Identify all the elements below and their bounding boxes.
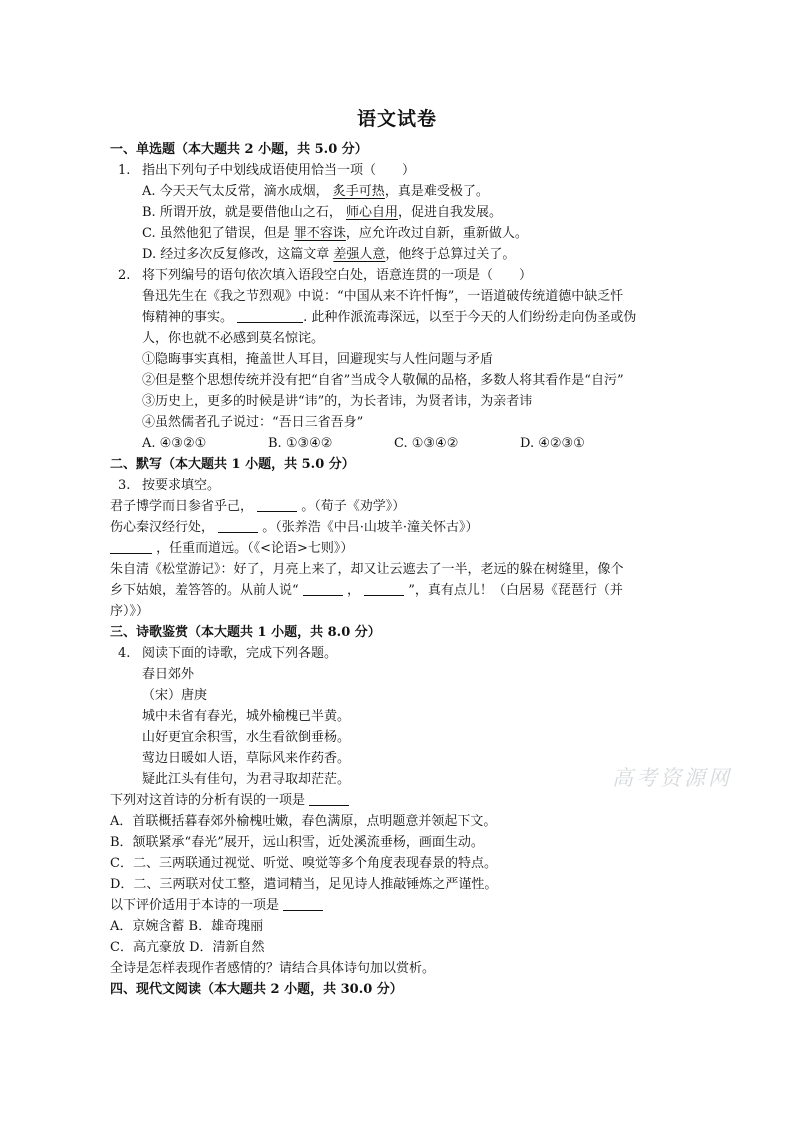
- passage-line: 鲁迅先生在《我之节烈观》中说：“中国从来不许忏悔”，一语道破传统道德中缺乏忏: [142, 289, 624, 304]
- choice-ab: A．京婉含蓄 B．雄奇瑰丽: [110, 919, 264, 934]
- question-stem: 将下列编号的语句依次填入语段空白处，语意连贯的一项是（ ）: [142, 268, 533, 283]
- option-c: C. 虽然他犯了错误，但是 罪不容诛，应允许改过自新，重新做人。: [142, 226, 528, 241]
- underlined-idiom: 炙手可热: [332, 184, 385, 199]
- choice-cd: C．高亢豪放 D．清新自然: [110, 940, 265, 955]
- dictation-line: ，任重而道远。（《<论语>七则》）: [110, 539, 353, 559]
- section-heading-modern-reading: 四、现代文阅读（本大题共 2 小题，共 30.0 分）: [110, 982, 403, 997]
- poem-line: 城中未省有春光，城外榆槐已半黄。: [142, 709, 351, 724]
- sub-question: 以下评价适用于本诗的一项是: [110, 896, 323, 916]
- underlined-idiom: 师心自用: [345, 205, 398, 220]
- watermark: 高考资源网: [612, 766, 732, 790]
- choice-a: A．首联概括暮春郊外榆槐吐嫩，春色满原，点明题意并领起下文。: [110, 814, 497, 829]
- choice-d: D．二、三两联对仗工整，遣词精当，足见诗人推敲锤炼之严谨性。: [110, 877, 498, 892]
- page-title: 语文试卷: [356, 108, 437, 130]
- poem-line: 山好更宜余积雪，水生看欲倒垂杨。: [142, 730, 351, 745]
- underlined-idiom: 罪不容诛: [293, 226, 346, 241]
- passage-line: 悔精神的事实。 . 此种作派流毒深远，以至于今天的人们纷纷走向伪圣或伪: [142, 310, 637, 325]
- option-b: B. ①③④②: [268, 436, 333, 451]
- section-heading-single-choice: 一、单选题（本大题共 2 小题，共 5.0 分）: [110, 142, 368, 157]
- sentence-2: ②但是整个思想传统并没有把“自省”当成令人敬佩的品格，多数人将其看作是“自污”: [142, 373, 624, 388]
- sub-question: 下列对这首诗的分析有误的一项是: [110, 791, 349, 811]
- passage-line: 人，你也就不必感到莫名惊诧。: [142, 331, 325, 346]
- dictation-line: 乡下姑娘，羞答答的。从前人说“ ， ”，真有点儿！（白居易《琵琶行（并: [110, 583, 623, 598]
- fill-blank: [237, 308, 303, 323]
- question-stem: 阅读下面的诗歌，完成下列各题。: [142, 646, 338, 661]
- option-c: C. ①③④②: [394, 436, 459, 451]
- sentence-1: ①隐晦事实真相，掩盖世人耳目，回避现实与人性问题与矛盾: [142, 352, 494, 367]
- fill-blank: [283, 896, 323, 911]
- poem-line: 疑此江头有佳句，为君寻取却茫茫。: [142, 772, 351, 787]
- question-number: 4.: [118, 646, 131, 661]
- question-number: 1.: [118, 163, 131, 178]
- question-number: 3.: [118, 478, 131, 493]
- option-d: D. ④②③①: [520, 436, 585, 451]
- option-a: A. 今天天气太反常，滴水成烟， 炙手可热，真是难受极了。: [142, 184, 489, 199]
- option-b: B. 所谓开放，就是要借他山之石， 师心自用，促进自我发展。: [142, 205, 502, 220]
- section-heading-dictation: 二、默写（本大题共 1 小题，共 5.0 分）: [110, 457, 355, 472]
- fill-blank: [110, 539, 152, 554]
- choice-c: C．二、三两联通过视觉、听觉、嗅觉等多个角度表现春景的特点。: [110, 856, 497, 871]
- question-stem: 按要求填空。: [142, 478, 221, 493]
- fill-blank: [364, 581, 404, 596]
- question-number: 2.: [118, 268, 131, 283]
- sentence-3: ③历史上，更多的时候是讲“讳”的，为长者讳，为贤者讳，为亲者讳: [142, 394, 533, 409]
- fill-blank: [218, 518, 258, 533]
- dictation-line: 君子博学而日参省乎己， 。（荀子《劝学》）: [110, 499, 406, 514]
- sentence-4: ④虽然儒者孔子说过：“吾日三省吾身”: [142, 415, 364, 430]
- fill-blank: [309, 791, 349, 806]
- dictation-line: 伤心秦汉经行处， 。（张养浩《中吕·山坡羊·潼关怀古》）: [110, 520, 479, 535]
- sub-question: 全诗是怎样表现作者感情的？请结合具体诗句加以赏析。: [110, 961, 436, 976]
- poem-author: （宋）唐庚: [142, 688, 208, 703]
- option-a: A. ④③②①: [142, 436, 207, 451]
- dictation-line: 朱自清《松堂游记》：好了，月亮上来了，却又让云遮去了一半，老远的躲在树缝里，像个: [110, 562, 624, 577]
- poem-line: 莺边日暖如人语，草际风来作药香。: [142, 751, 351, 766]
- underlined-idiom: 差强人意: [333, 247, 386, 262]
- fill-blank: [303, 581, 343, 596]
- section-heading-poetry: 三、诗歌鉴赏（本大题共 1 小题，共 8.0 分）: [110, 625, 381, 640]
- poem-title: 春日郊外: [142, 667, 195, 682]
- dictation-line: 序）》）: [110, 604, 150, 619]
- fill-blank: [257, 497, 297, 512]
- choice-b: B．颔联紧承“春光”展开，远山积雪，近处溪流垂杨，画面生动。: [110, 835, 484, 850]
- option-d: D. 经过多次反复修改，这篇文章 差强人意，他终于总算过关了。: [142, 247, 516, 262]
- question-stem: 指出下列句子中划线成语使用恰当一项（ ）: [142, 163, 416, 178]
